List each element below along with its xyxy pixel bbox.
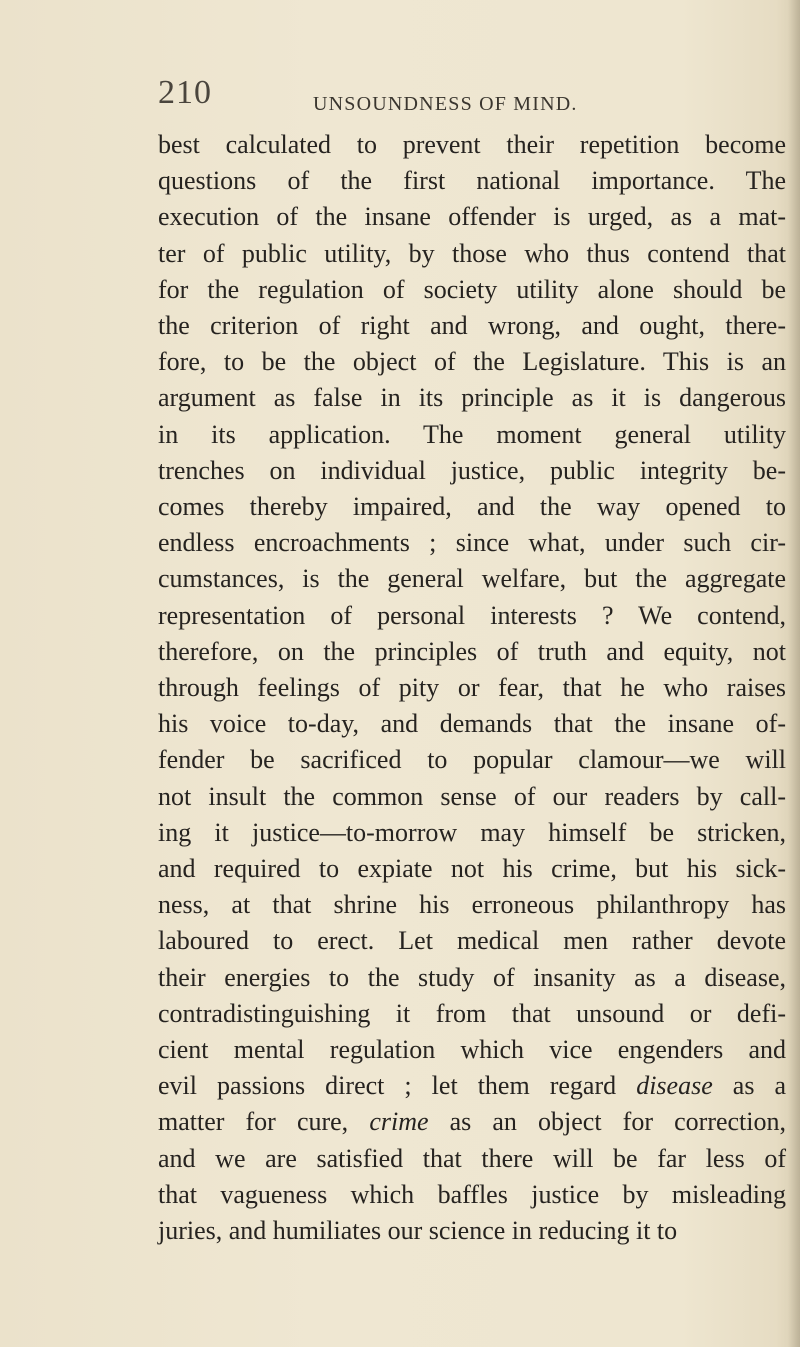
text-line: their energies to the study of insanity as a disease, [158, 962, 786, 992]
body-text [158, 127, 786, 1249]
running-head: UNSOUNDNESS OF MIND. [313, 93, 578, 115]
text-line: therefore, on the principles of truth and equity, not [158, 636, 786, 666]
text-line: contradistinguishing it from that unsound or defi- [158, 998, 786, 1028]
text-line: and we are satisfied that there will be far less of [158, 1143, 786, 1173]
text-line: questions of the first national importance. The [158, 166, 786, 196]
text-line: that vagueness which baffles justice by misleading [158, 1179, 786, 1209]
text-line: through feelings of pity or fear, that he who raises [158, 673, 786, 703]
text-line: trenches on individual justice, public integrity be- [158, 455, 786, 485]
text-line: fore, to be the object of the Legislature. This is an [158, 347, 786, 377]
text-line: ness, at that shrine his erroneous philanthropy has [158, 890, 786, 920]
text-line: execution of the insane offender is urged, as a mat- [158, 202, 786, 232]
text-line: his voice to-day, and demands that the insane of- [158, 709, 786, 739]
text-segment: as an object for correction, [428, 1107, 786, 1137]
text-segment: evil passions direct ; let them regard [158, 1071, 617, 1101]
text-line: in its application. The moment general utility [158, 419, 786, 449]
text-line: ing it justice—to-morrow may himself be stricken, [158, 817, 786, 847]
italic-emphasis: disease [636, 1071, 713, 1101]
text-line: laboured to erect. Let medical men rather devote [158, 926, 786, 956]
text-line: ter of public utility, by those who thus contend that [158, 238, 786, 268]
text-segment: matter for cure, [158, 1107, 349, 1137]
text-line: for the regulation of society utility alone should be [158, 274, 786, 304]
page-number: 210 [158, 74, 212, 111]
text-line: cumstances, is the general welfare, but the aggregate [158, 564, 786, 594]
text-line: fender be sacrificed to popular clamour—we will [158, 745, 786, 775]
text-line: juries, and humiliates our science in reducing it to [158, 1216, 678, 1246]
italic-emphasis: crime [369, 1107, 429, 1137]
page-edge-shadow [788, 0, 800, 1347]
text-line: cient mental regulation which vice engenders and [158, 1035, 786, 1065]
text-line: not insult the common sense of our readers by call- [158, 781, 786, 811]
text-line: the criterion of right and wrong, and ought, there- [158, 311, 786, 341]
text-line: comes thereby impaired, and the way opened to [158, 492, 786, 522]
text-line: argument as false in its principle as it is dangerous [158, 383, 786, 413]
text-line: endless encroachments ; since what, under such cir- [158, 528, 786, 558]
text-line: and required to expiate not his crime, but his sick- [158, 854, 786, 884]
text-segment: as a [712, 1071, 787, 1101]
text-line [158, 1104, 786, 1140]
text-line [158, 1068, 786, 1104]
text-line: representation of personal interests ? We contend, [158, 600, 786, 630]
text-line: best calculated to prevent their repetition become [158, 130, 786, 159]
